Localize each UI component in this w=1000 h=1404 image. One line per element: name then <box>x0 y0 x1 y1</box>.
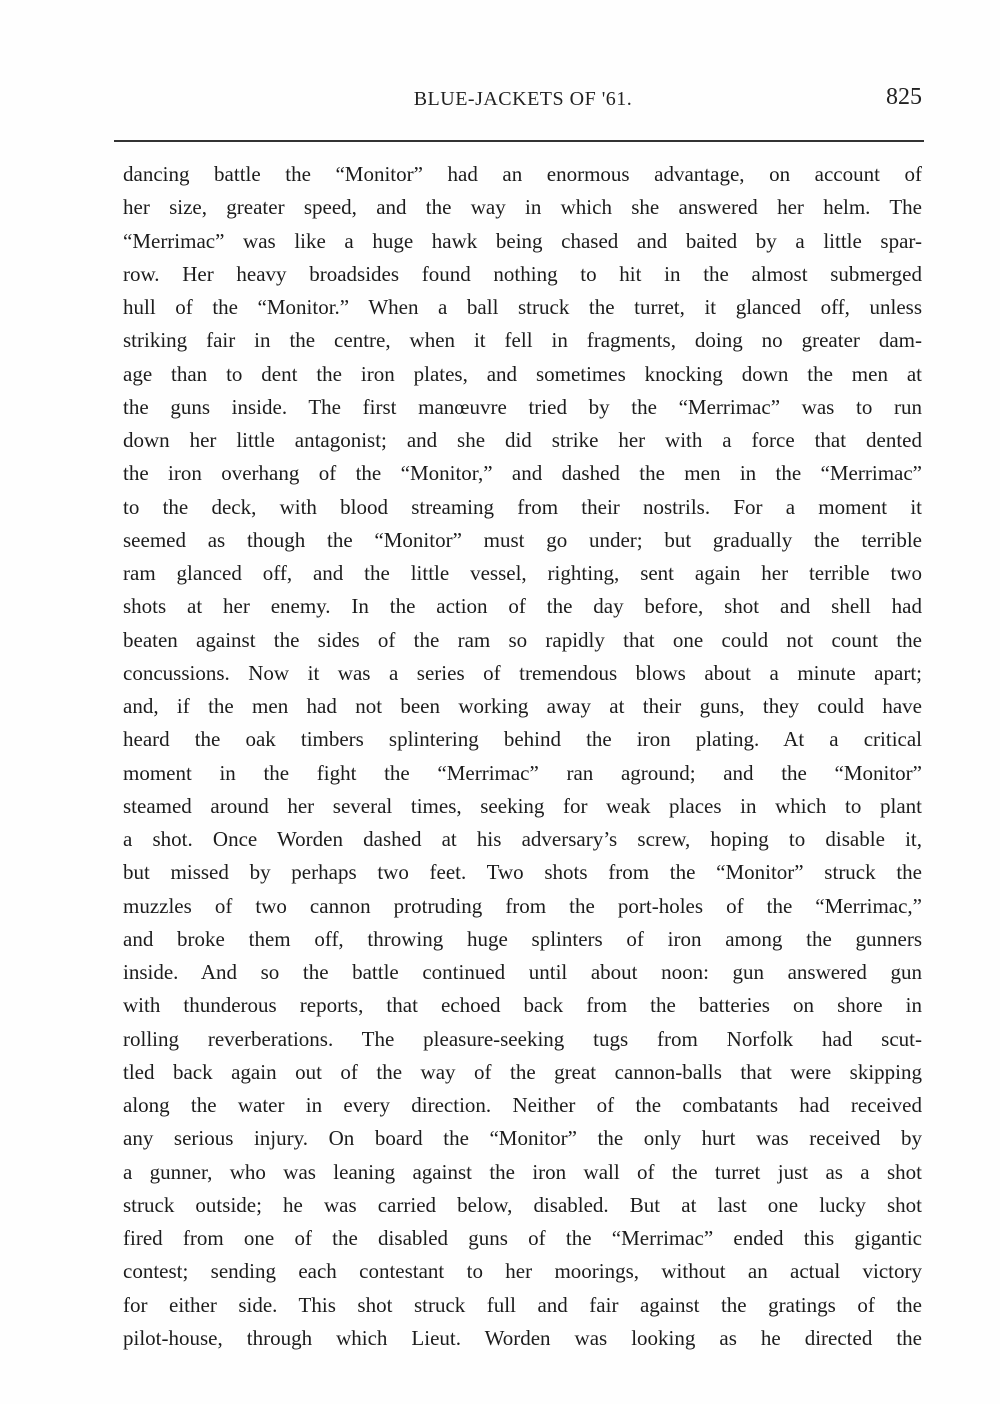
text-line: her size, greater speed, and the way in which she answered her helm. The <box>123 195 922 220</box>
text-line: with thunderous reports, that echoed back from the batteries on shore in <box>123 993 922 1018</box>
text-line: steamed around her several times, seeking for weak places in which to plant <box>123 793 922 818</box>
body-text <box>123 158 922 1355</box>
text-line: the iron overhang of the “Monitor,” and dashed the men in the “Merrimac” <box>123 461 922 486</box>
text-line: shots at her enemy. In the action of the day before, shot and shell had <box>123 594 922 619</box>
text-line: a shot. Once Worden dashed at his adversary’s screw, hoping to disable it, <box>123 827 922 851</box>
text-line: fired from one of the disabled guns of the “Merrimac” ended this gigantic <box>123 1226 922 1250</box>
text-line: struck outside; he was carried below, disabled. But at last one lucky shot <box>123 1192 922 1217</box>
text-line: and, if the men had not been working away at their guns, they could have <box>123 694 922 718</box>
running-header <box>124 84 922 118</box>
text-line: “Merrimac” was like a huge hawk being chased and baited by a little spar- <box>123 228 922 253</box>
text-line: contest; sending each contestant to her moorings, without an actual victory <box>123 1259 922 1284</box>
text-line: down her little antagonist; and she did strike her with a force that dented <box>123 428 922 452</box>
header-rule <box>114 140 924 142</box>
text-line: row. Her heavy broadsides found nothing to hit in the almost submerged <box>123 261 922 286</box>
text-line: for either side. This shot struck full and fair against the gratings of the <box>123 1292 922 1317</box>
text-line: any serious injury. On board the “Monitor” the only hurt was received by <box>123 1126 922 1151</box>
text-line: beaten against the sides of the ram so rapidly that one could not count the <box>123 627 922 652</box>
text-line: concussions. Now it was a series of tremendous blows about a minute apart; <box>123 660 922 685</box>
text-line: ram glanced off, and the little vessel, righting, sent again her terrible two <box>123 561 922 585</box>
text-line: rolling reverberations. The pleasure-seeking tugs from Norfolk had scut- <box>123 1026 922 1051</box>
page-number: 825 <box>886 84 922 110</box>
text-line: age than to dent the iron plates, and sometimes knocking down the men at <box>123 361 922 386</box>
text-line: and broke them off, throwing huge splinters of iron among the gunners <box>123 926 922 951</box>
text-line: muzzles of two cannon protruding from the port-holes of the “Merrimac,” <box>123 893 922 918</box>
text-line: seemed as though the “Monitor” must go under; but gradually the terrible <box>123 527 922 552</box>
text-line: striking fair in the centre, when it fell in fragments, doing no greater dam- <box>123 328 922 353</box>
text-line: hull of the “Monitor.” When a ball struck the turret, it glanced off, unless <box>123 295 922 319</box>
text-line: along the water in every direction. Neither of the combatants had received <box>123 1093 922 1117</box>
text-line: the guns inside. The first manœuvre tried by the “Merrimac” was to run <box>123 394 922 419</box>
text-line: a gunner, who was leaning against the iron wall of the turret just as a shot <box>123 1159 922 1184</box>
text-line: inside. And so the battle continued until about noon: gun answered gun <box>123 960 922 984</box>
text-line: moment in the fight the “Merrimac” ran aground; and the “Monitor” <box>123 760 922 785</box>
text-line: tled back again out of the way of the great cannon-balls that were skipping <box>123 1059 922 1084</box>
text-line: but missed by perhaps two feet. Two shots from the “Monitor” struck the <box>123 860 922 885</box>
text-line: dancing battle the “Monitor” had an enormous advantage, on account of <box>123 162 922 186</box>
text-line: pilot-house, through which Lieut. Worden was looking as he directed the <box>123 1325 922 1350</box>
text-line: to the deck, with blood streaming from their nostrils. For a moment it <box>123 494 922 519</box>
running-title: BLUE-JACKETS OF '61. <box>413 88 633 110</box>
text-line: heard the oak timbers splintering behind the iron plating. At a critical <box>123 727 922 752</box>
